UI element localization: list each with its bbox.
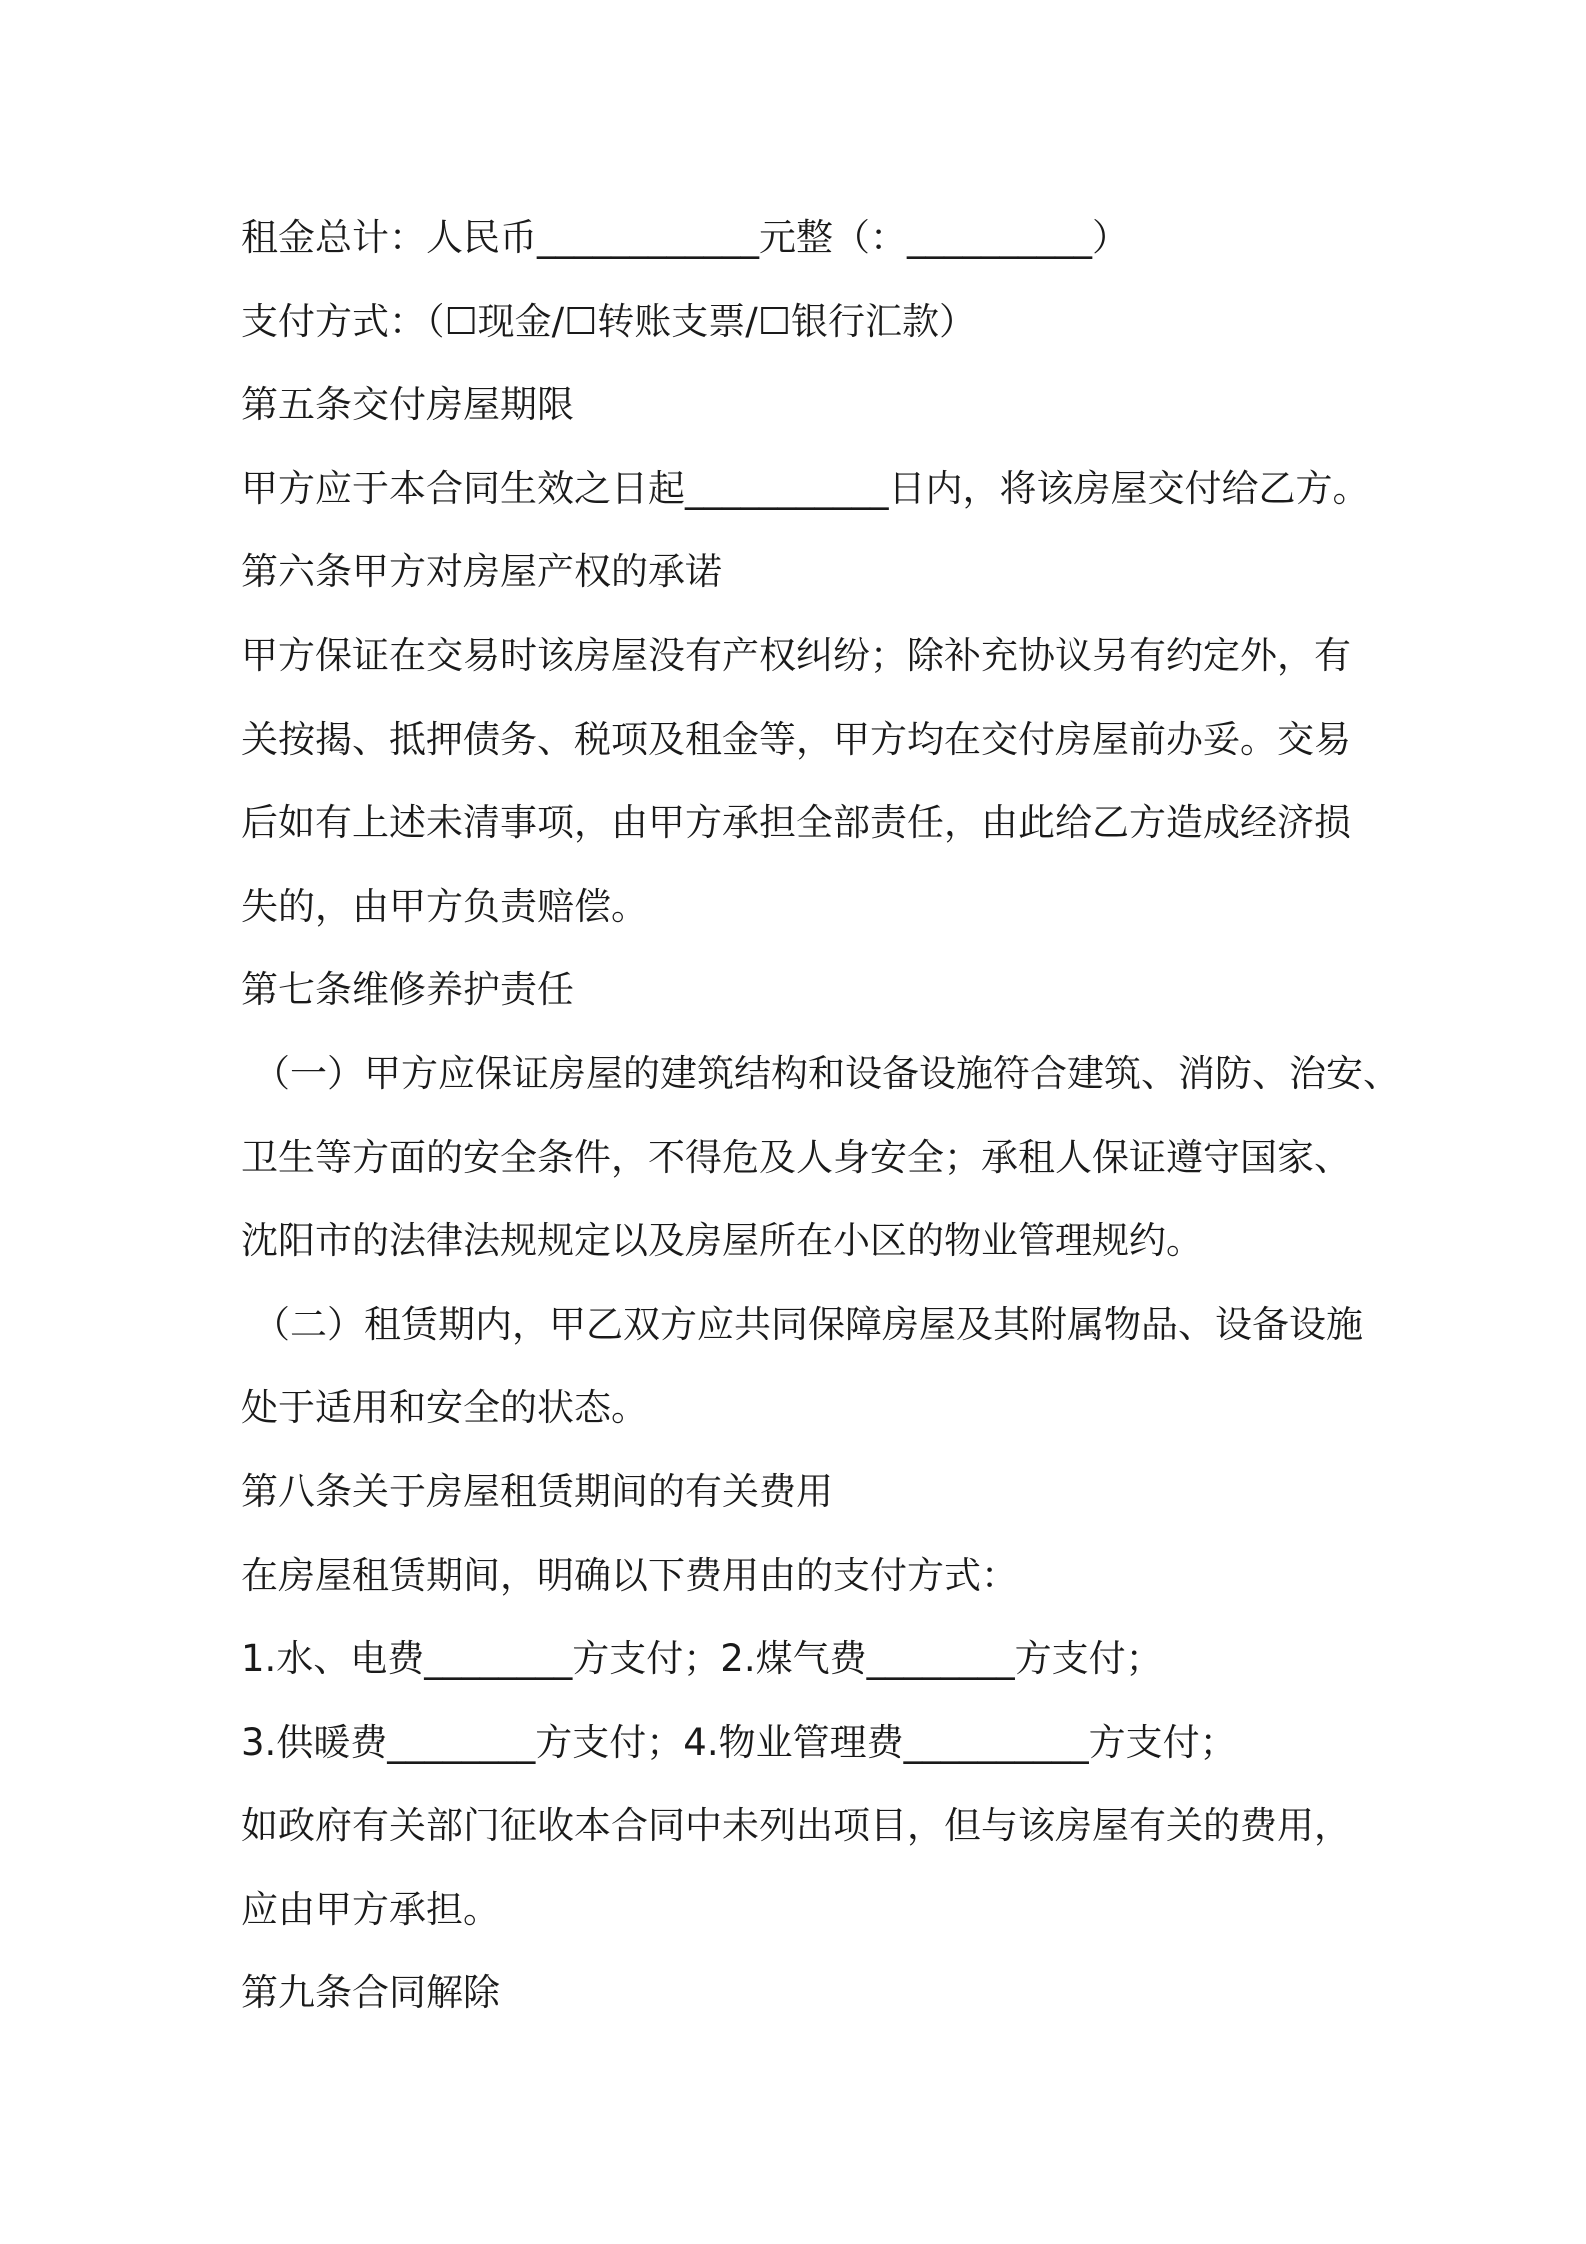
article-8-text-1: 如政府有关部门征收本合同中未列出项目，但与该房屋有关的费用，: [241, 1804, 1351, 1848]
article-6-heading: 第六条甲方对房屋产权的承诺: [241, 550, 722, 594]
article-8-text-2: 应由甲方承担。: [241, 1887, 500, 1931]
article-8-fees-1: 1.水、电费________方支付；2.煤气费________方支付；: [241, 1637, 1163, 1681]
article-6-text-1: 甲方保证在交易时该房屋没有产权纠纷；除补充协议另有约定外，有: [241, 633, 1351, 677]
article-7-item-1-line-2: 卫生等方面的安全条件，不得危及人身安全；承租人保证遵守国家、: [241, 1135, 1351, 1179]
payment-method-line: 支付方式：（☐现金/☐转账支票/☐银行汇款）: [241, 299, 976, 343]
article-8-heading: 第八条关于房屋租赁期间的有关费用: [241, 1469, 833, 1513]
article-7-item-1-line-1: （一）甲方应保证房屋的建筑结构和设备设施符合建筑、消防、治安、: [253, 1051, 1400, 1095]
article-7-item-2-line-1: （二）租赁期内，甲乙双方应共同保障房屋及其附属物品、设备设施: [253, 1302, 1363, 1346]
article-7-item-2-line-2: 处于适用和安全的状态。: [241, 1386, 648, 1430]
article-8-intro: 在房屋租赁期间，明确以下费用由的支付方式：: [241, 1553, 1018, 1597]
article-6-text-2: 关按揭、抵押债务、税项及租金等，甲方均在交付房屋前办妥。交易: [241, 717, 1351, 761]
article-7-item-1-line-3: 沈阳市的法律法规规定以及房屋所在小区的物业管理规约。: [241, 1219, 1203, 1263]
article-8-fees-2: 3.供暖费________方支付；4.物业管理费__________方支付；: [241, 1720, 1237, 1764]
article-7-heading: 第七条维修养护责任: [241, 968, 574, 1012]
rent-total-line: 租金总计：人民币____________元整（：__________）: [241, 216, 1129, 259]
article-5-heading: 第五条交付房屋期限: [241, 383, 574, 427]
article-6-text-4: 失的，由甲方负责赔偿。: [241, 884, 648, 928]
article-9-heading: 第九条合同解除: [241, 1971, 500, 2015]
article-6-text-3: 后如有上述未清事项，由甲方承担全部责任，由此给乙方造成经济损: [241, 801, 1351, 845]
article-5-text: 甲方应于本合同生效之日起___________日内，将该房屋交付给乙方。: [241, 466, 1370, 510]
document-body: [241, 196, 1541, 2035]
